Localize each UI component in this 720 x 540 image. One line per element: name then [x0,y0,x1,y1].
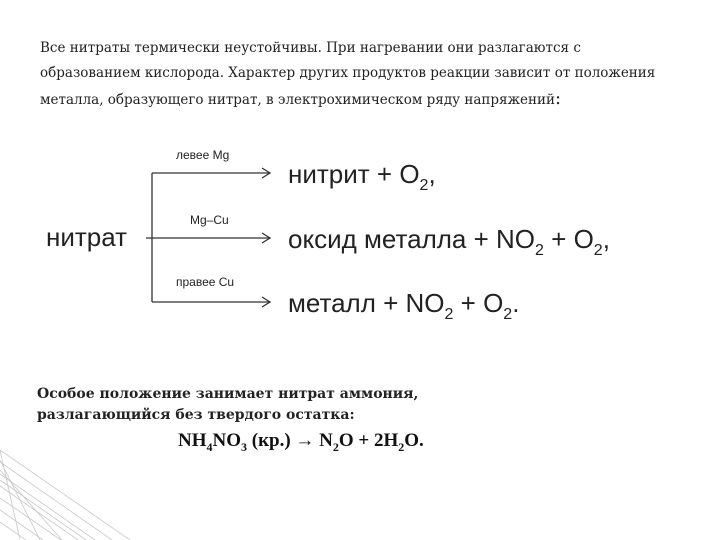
product-oxide-sub1: 2 [535,242,544,259]
eq-sub-4: 2 [398,439,405,454]
eq-part-2: NO [212,430,241,451]
eq-part-5: O. [404,430,424,451]
special-line-1: Особое положение занимает нитрат аммония, [37,386,419,402]
product-nitrite-sub: 2 [419,177,429,194]
product-nitrite-tail: , [428,159,436,189]
intro-line-1: Все нитраты термически неустойчивы. При нагревании они разлагаются с [40,40,581,56]
eq-part-4: O + 2H [338,430,399,451]
intro-line-3-text: металла, образующего нитрат, в электрохимическом ряду напряжений [40,92,555,108]
product-oxide-sub2: 2 [593,242,603,259]
corner-decoration [0,440,140,540]
condition-mg-cu: Mg–Cu [190,213,229,227]
eq-sub-1: 4 [206,439,213,454]
intro-line-2: образованием кислорода. Характер других продуктов реакции зависит от положения [40,65,656,81]
special-note [37,384,418,426]
product-oxide-tail1: + O [543,224,594,254]
product-oxide-tail2: , [602,224,610,254]
product-metal-sub1: 2 [444,306,454,323]
condition-left-of-mg: левее Mg [176,148,230,162]
eq-part-3: (кр.) → N [247,430,333,451]
product-metal-tail2: . [512,288,520,318]
eq-sub-3: 2 [332,439,339,454]
product-metal-sub2: 2 [503,306,513,323]
intro-colon: : [554,88,562,109]
product-nitrite [288,159,436,194]
product-oxide-main: оксид металла + NO [288,224,536,254]
scheme-source: нитрат [46,222,128,252]
special-line-2: разлагающийся без твердого остатка: [37,407,355,423]
product-metal-main: металл + NO [288,288,445,318]
condition-right-of-cu: правее Cu [176,275,235,289]
product-metal-tail1: + O [453,288,504,318]
eq-part-1: NH [178,430,207,451]
product-nitrite-main: нитрит + O [288,159,420,189]
product-oxide [288,224,610,259]
product-metal [288,288,519,323]
ammonium-nitrate-equation [178,430,424,455]
eq-sub-2: 3 [241,439,247,454]
